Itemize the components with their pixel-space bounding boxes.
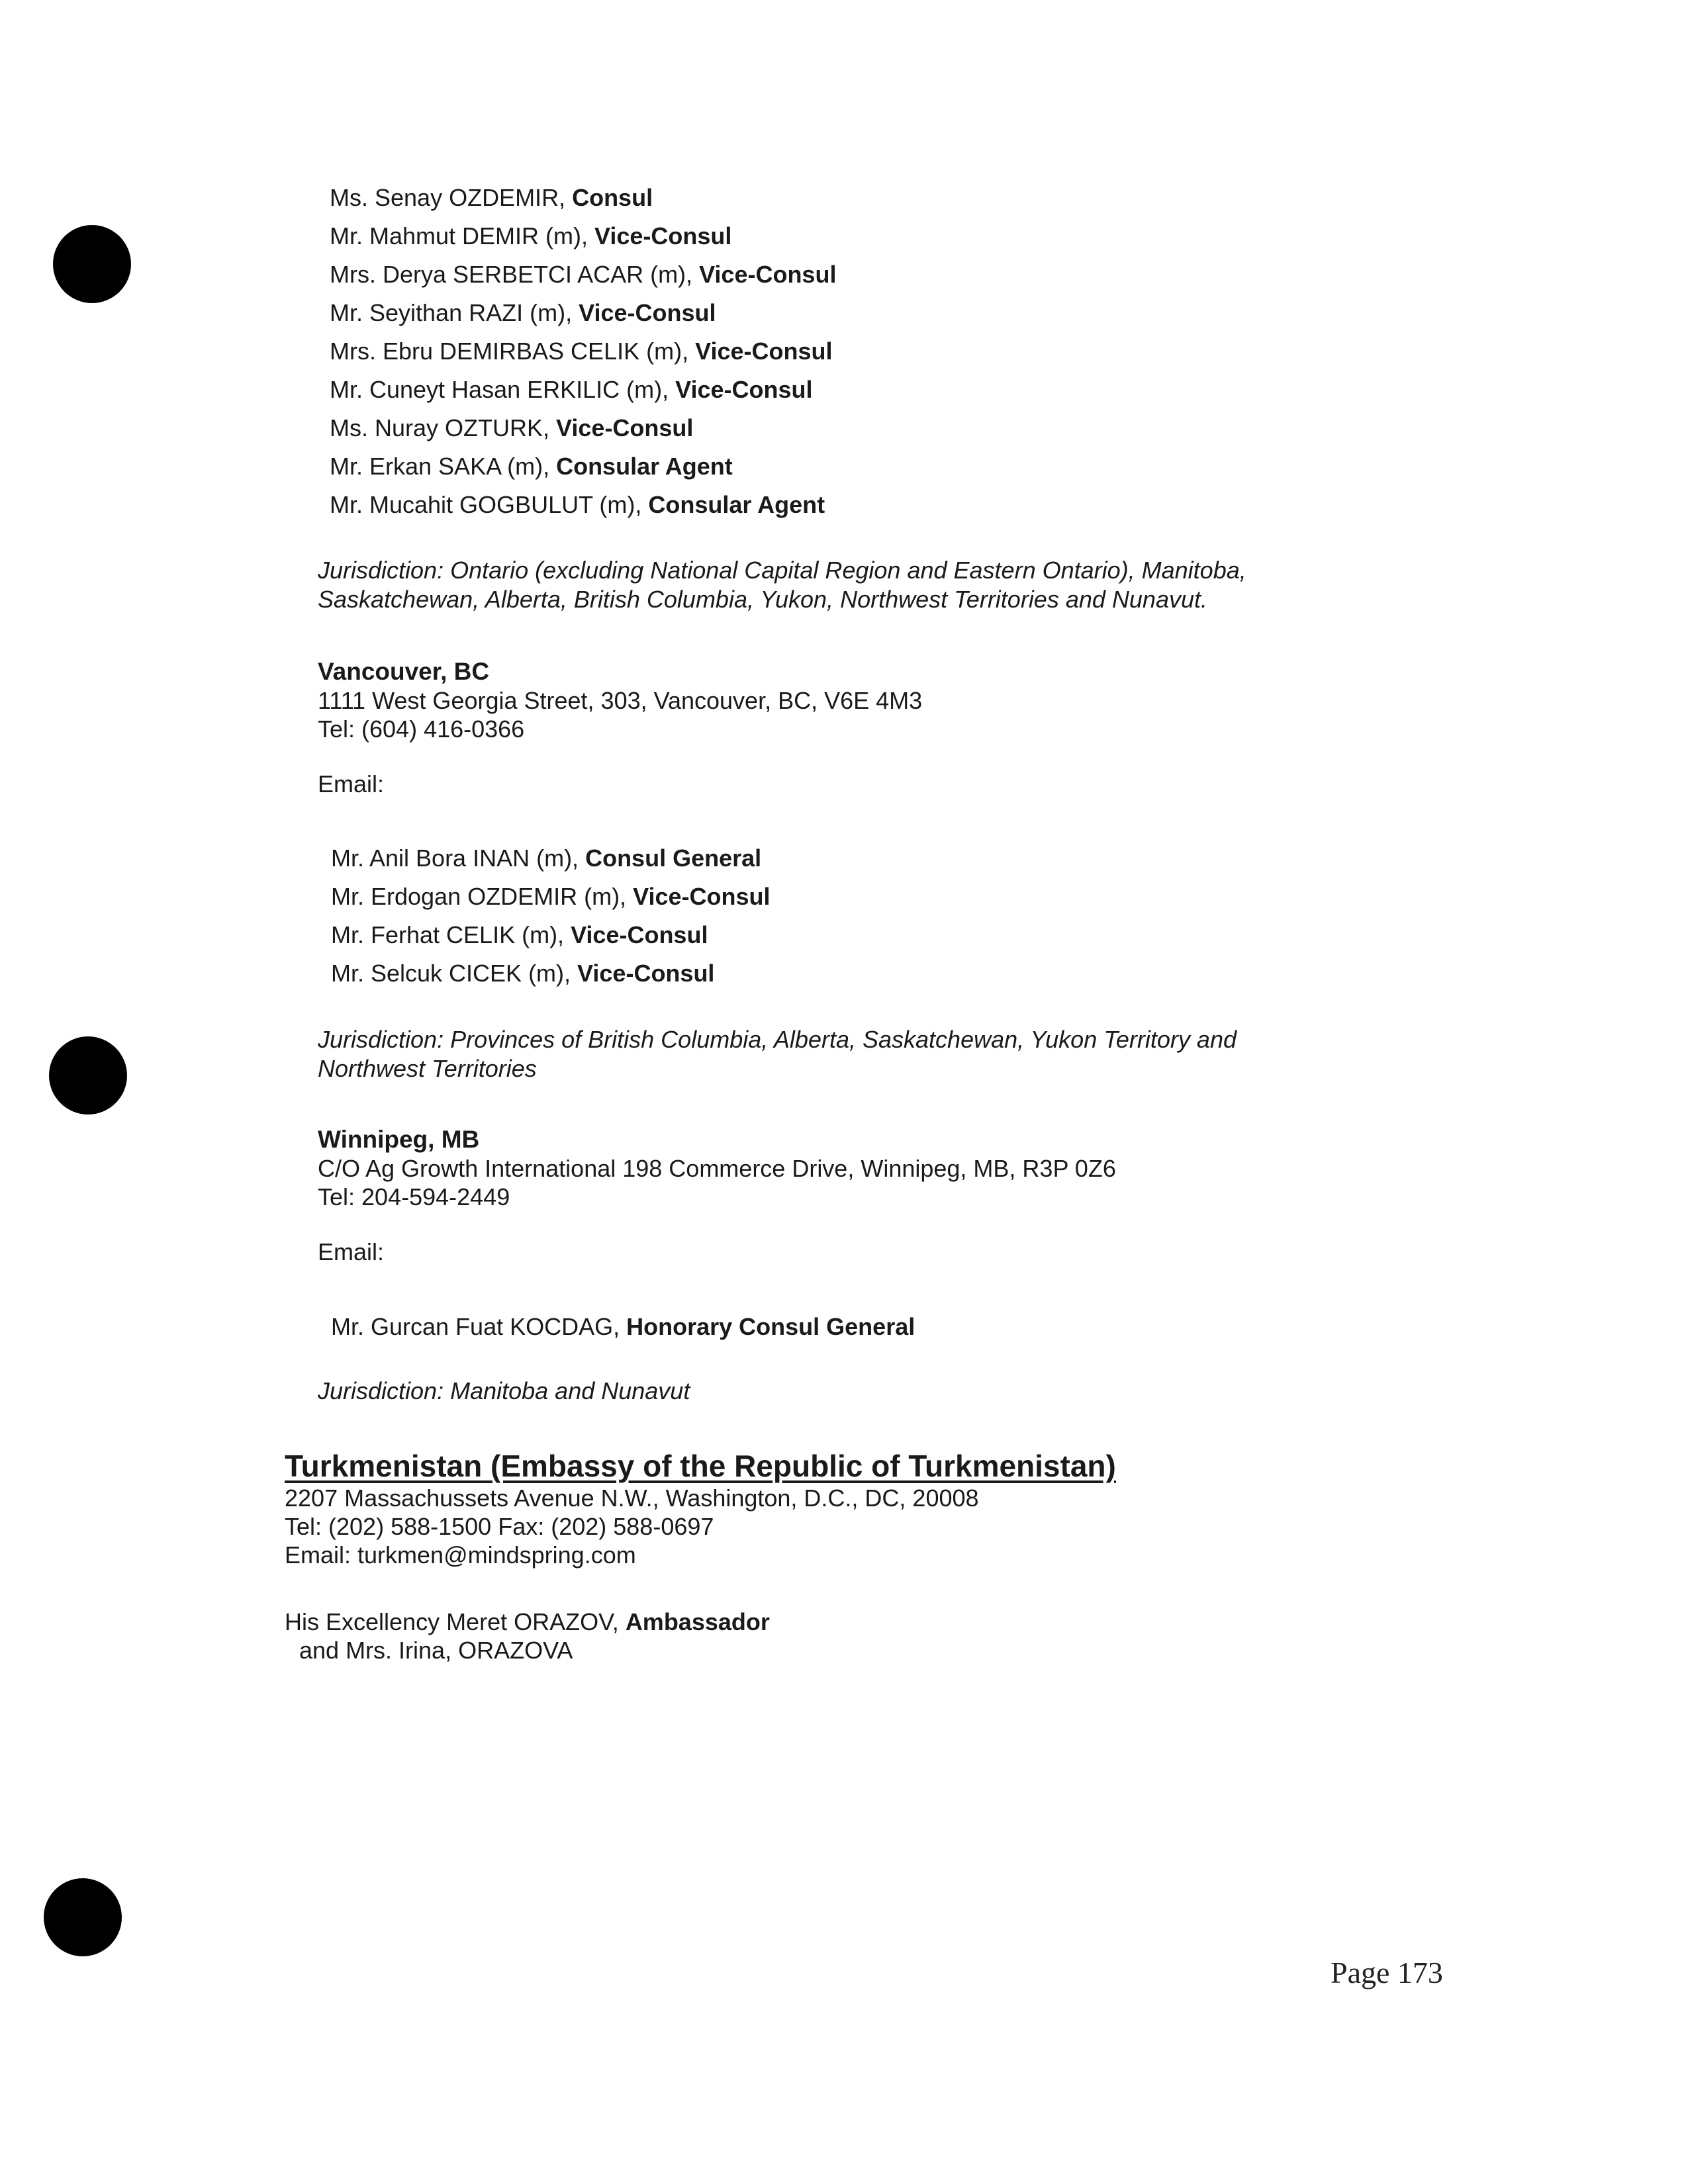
office-title: Winnipeg, MB (318, 1126, 480, 1153)
office-email: Email: (318, 1238, 385, 1265)
staff-entry: Mr. Erdogan OZDEMIR (m), Vice-Consul (331, 883, 771, 910)
office-tel: Tel: 204-594-2449 (318, 1183, 510, 1210)
staff-entry: Mr. Mucahit GOGBULUT (m), Consular Agent (330, 491, 825, 518)
staff-entry: Mr. Mahmut DEMIR (m), Vice-Consul (330, 222, 732, 250)
staff-entry: Ms. Senay OZDEMIR, Consul (330, 184, 653, 211)
punch-hole (49, 1036, 127, 1115)
office-address: 1111 West Georgia Street, 303, Vancouver, BC, V6E 4M3 (318, 687, 923, 714)
staff-entry: Ms. Nuray OZTURK, Vice-Consul (330, 414, 694, 441)
office-email: Email: (318, 770, 385, 797)
punch-hole (44, 1878, 122, 1956)
staff-entry: Mr. Seyithan RAZI (m), Vice-Consul (330, 299, 716, 326)
staff-entry: Mrs. Ebru DEMIRBAS CELIK (m), Vice-Consul (330, 338, 833, 365)
embassy-address: 2207 Massachussets Avenue N.W., Washington, D.C., DC, 20008 (285, 1484, 979, 1512)
page-number: Page 173 (1331, 1956, 1443, 1989)
staff-entry: Mr. Ferhat CELIK (m), Vice-Consul (331, 921, 708, 948)
country-heading: Turkmenistan (Embassy of the Republic of Turkmenistan) (285, 1449, 1116, 1483)
vancouver-staff-list (331, 839, 770, 993)
ambassador-spouse: and Mrs. Irina, ORAZOVA (299, 1637, 573, 1664)
punch-hole (53, 225, 131, 303)
winnipeg-jurisdiction: Jurisdiction: Manitoba and Nunavut (318, 1377, 690, 1404)
staff-entry: Mr. Selcuk CICEK (m), Vice-Consul (331, 960, 715, 987)
ambassador-entry: His Excellency Meret ORAZOV, Ambassador (285, 1608, 770, 1635)
turkmenistan-embassy (285, 1448, 1116, 1664)
winnipeg-staff-list (331, 1308, 915, 1346)
embassy-email: Email: turkmen@mindspring.com (285, 1541, 636, 1569)
embassy-tel-fax: Tel: (202) 588-1500 Fax: (202) 588-0697 (285, 1513, 714, 1540)
office-tel: Tel: (604) 416-0366 (318, 715, 525, 743)
staff-entry: Mr. Cuneyt Hasan ERKILIC (m), Vice-Consul (330, 376, 813, 403)
office-title: Vancouver, BC (318, 658, 490, 685)
staff-entry: Mr. Erkan SAKA (m), Consular Agent (330, 453, 733, 480)
vancouver-office (318, 657, 922, 798)
office-address: C/O Ag Growth International 198 Commerce Drive, Winnipeg, MB, R3P 0Z6 (318, 1155, 1116, 1182)
staff-entry: Mr. Anil Bora INAN (m), Consul General (331, 844, 762, 872)
vancouver-jurisdiction: Jurisdiction: Provinces of British Columbia, Alberta, Saskatchewan, Yukon Territory and Northwest Territories (318, 1026, 1237, 1082)
toronto-jurisdiction: Jurisdiction: Ontario (excluding National Capital Region and Eastern Ontario), Manitoba, Saskatchewan, Alberta, British Columbia, Yukon, Northwest Territories and Nunavut. (318, 557, 1246, 613)
staff-entry: Mrs. Derya SERBETCI ACAR (m), Vice-Consul (330, 261, 837, 288)
winnipeg-office (318, 1125, 1116, 1266)
toronto-staff-list (330, 179, 836, 524)
staff-entry: Mr. Gurcan Fuat KOCDAG, Honorary Consul General (331, 1313, 915, 1340)
